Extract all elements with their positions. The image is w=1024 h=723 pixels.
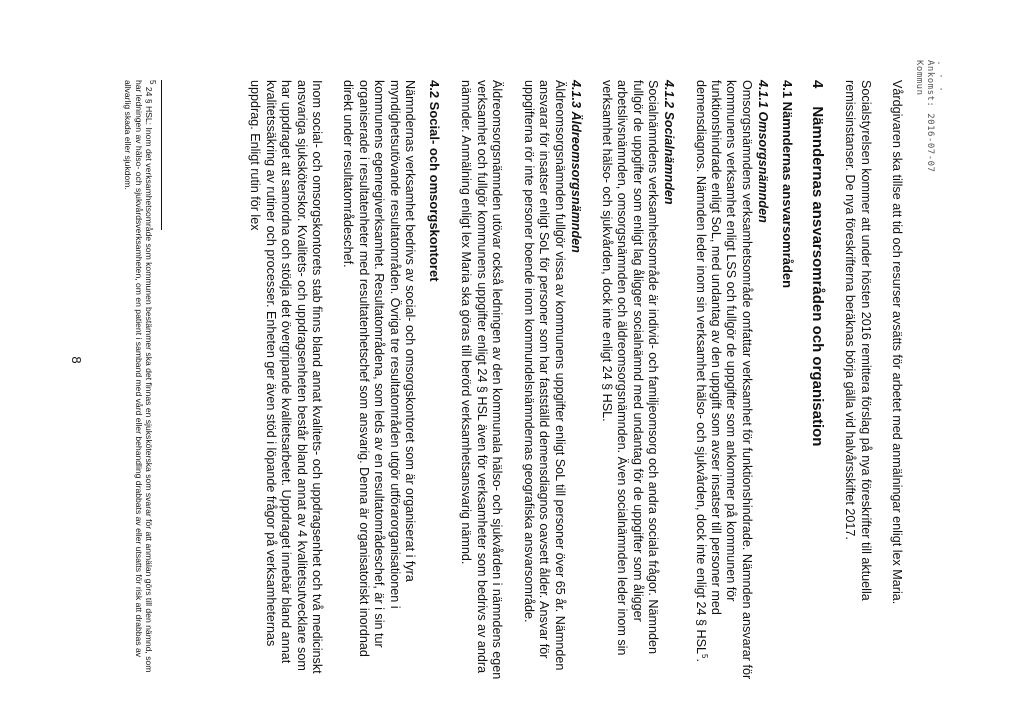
section-4-1-3-paragraph-2: Äldreomsorgsnämnden utövar också ledningen av den kommunala hälso- och sjukvården i nämndens egen verksamhet och fullgör kommunens uppgifter enligt 24 § HSL även för verksamheter som bedrivs av andra nämnder. Anmälning enligt lex Maria ska göras till berörd verksamhetsansvarig nämnd. (459, 80, 505, 680)
section-4-1-3-paragraph-1: Äldreomsorgsnämnden fullgör vissa av kommunens uppgifter enligt SoL till personer över 65 år. Nämnden ansvarar för insatser enligt SoL för personer som har fastställd demensdiagnos oavsett ålder. Ansvar för uppgifterna rör inte personer boende inom kommundelsnämndernas geografiska ansvarsområde. (521, 80, 567, 671)
section-4-1-1-end: . (693, 658, 708, 662)
footnote-divider (161, 80, 162, 230)
section-4-1-1-text (692, 80, 754, 680)
section-4-2-paragraph-2: Inom social- och omsorgskontorets stab finns bland annat kvalitets- och uppdragsenhet och två medicinskt ansvariga sjuksköterskor. Kvalitets- och uppdragsenheten består bland annat av 4 kvalitetsutvecklare som har uppdraget att samordna och stödja det övergripande kvalitetsarbetet. Uppdraget innebär bland annat kvalitetssäkring av rutiner och processer. Enheten ger även stöd i löpande frågor på verksamheternas uppdrag. Enligt rutin för lex (248, 80, 325, 674)
footnote-text: 24 § HSL: Inom det verksamhetsområde som kommunen bestämmer ska det finnas en sjuksköterska som svarar för att anmälan görs till den nämnd, som har ledningen av hälso- och sjukvårdsverksamheten, om en patient i samband med vård eller behandling drabbats av eller utsatts för risk att drabbas av allvarlig skada eller sjukdom. (123, 80, 154, 673)
main-content (231, 80, 904, 680)
stamp-line-1: Ankomst: 2016-07-07 (925, 60, 935, 173)
section-4-1-2-text: Socialnämndens verksamhetsområde är individ- och familjeomsorg och andra sociala frågor. Nämnden fullgör de uppgifter som enligt lag åligger socialnämnd med undantag för de uppgifter som åligger arbetslivsnämnden, omsorgsnämnden och äldreomsorgsnämnden. Även socialnämnden leder inom sin verksamhet hälso- och sjukvården, dock inte enligt 24 § HSL. (599, 80, 661, 656)
section-4-1-3-heading: 4.1.3 Äldreomsorgsnämnden (568, 80, 583, 253)
footnote-reference: 5 (699, 654, 709, 659)
section-4-heading (809, 80, 826, 680)
intro-paragraph-2: Socialstyrelsen kommer att under hösten 2016 remittera förslag på nya föreskrifter till aktuella remissinstanser. De nya föreskrifterna beräknas börja gälla vid halvårsskiftet 2017. (843, 80, 873, 601)
footnote-mark: 5 (147, 80, 157, 85)
page-number: 8 (69, 356, 84, 364)
intro-paragraph-1: Vårdgivaren ska tillse att tid och resurser avsätts för arbetet med anmälningar enligt lex Maria. (890, 80, 904, 605)
stamp-dots: . · · (935, 60, 946, 93)
section-4-number: 4 (808, 80, 826, 89)
section-4-1-2-heading: 4.1.2 Socialnämnden (662, 80, 677, 205)
footnote (123, 80, 157, 680)
stamp-line-2: Kommun (914, 60, 924, 96)
section-4-1-1-heading: 4.1.1 Omsorgsnämnden (755, 80, 770, 223)
section-4-title: Nämndernas ansvarsområden och organisation (808, 106, 826, 447)
received-stamp (913, 60, 946, 180)
section-4-1-heading: 4.1 Nämndernas ansvarsområden (779, 80, 795, 289)
section-4-2-heading: 4.2 Social- och omsorgskontoret (427, 80, 443, 282)
section-4-2-paragraph-1: Nämndernas verksamhet bedrivs av social- och omsorgskontoret som är organiserat i fyra myndighetsutövande resultatområden. Övriga tre resultatområden utgör utförarorganisationen i kommunens egenregiverksamhet. Resultatområdena, som leds av en resultatområdeschef, är i sin tur organiserade i resultatenheter med resultatenhetschef som ansvarig. Denna är organisatoriskt inordnad direkt under resultatområdeschef. (341, 80, 418, 657)
section-4-1-1-body: Omsorgsnämndens verksamhetsområde omfattar verksamhet för funktionshindrade. Nämnden ansvarar för kommunens verksamhet enligt LSS och fullgör de uppgifter som ankommer på kommunen för funktionshindrade enligt SoL, med undantag av den uppgift som avser insatser till personer med demensdiagnos. Nämnden leder inom sin verksamhet hälso- och sjukvården, dock inte enligt 24 § HSL (693, 80, 754, 680)
